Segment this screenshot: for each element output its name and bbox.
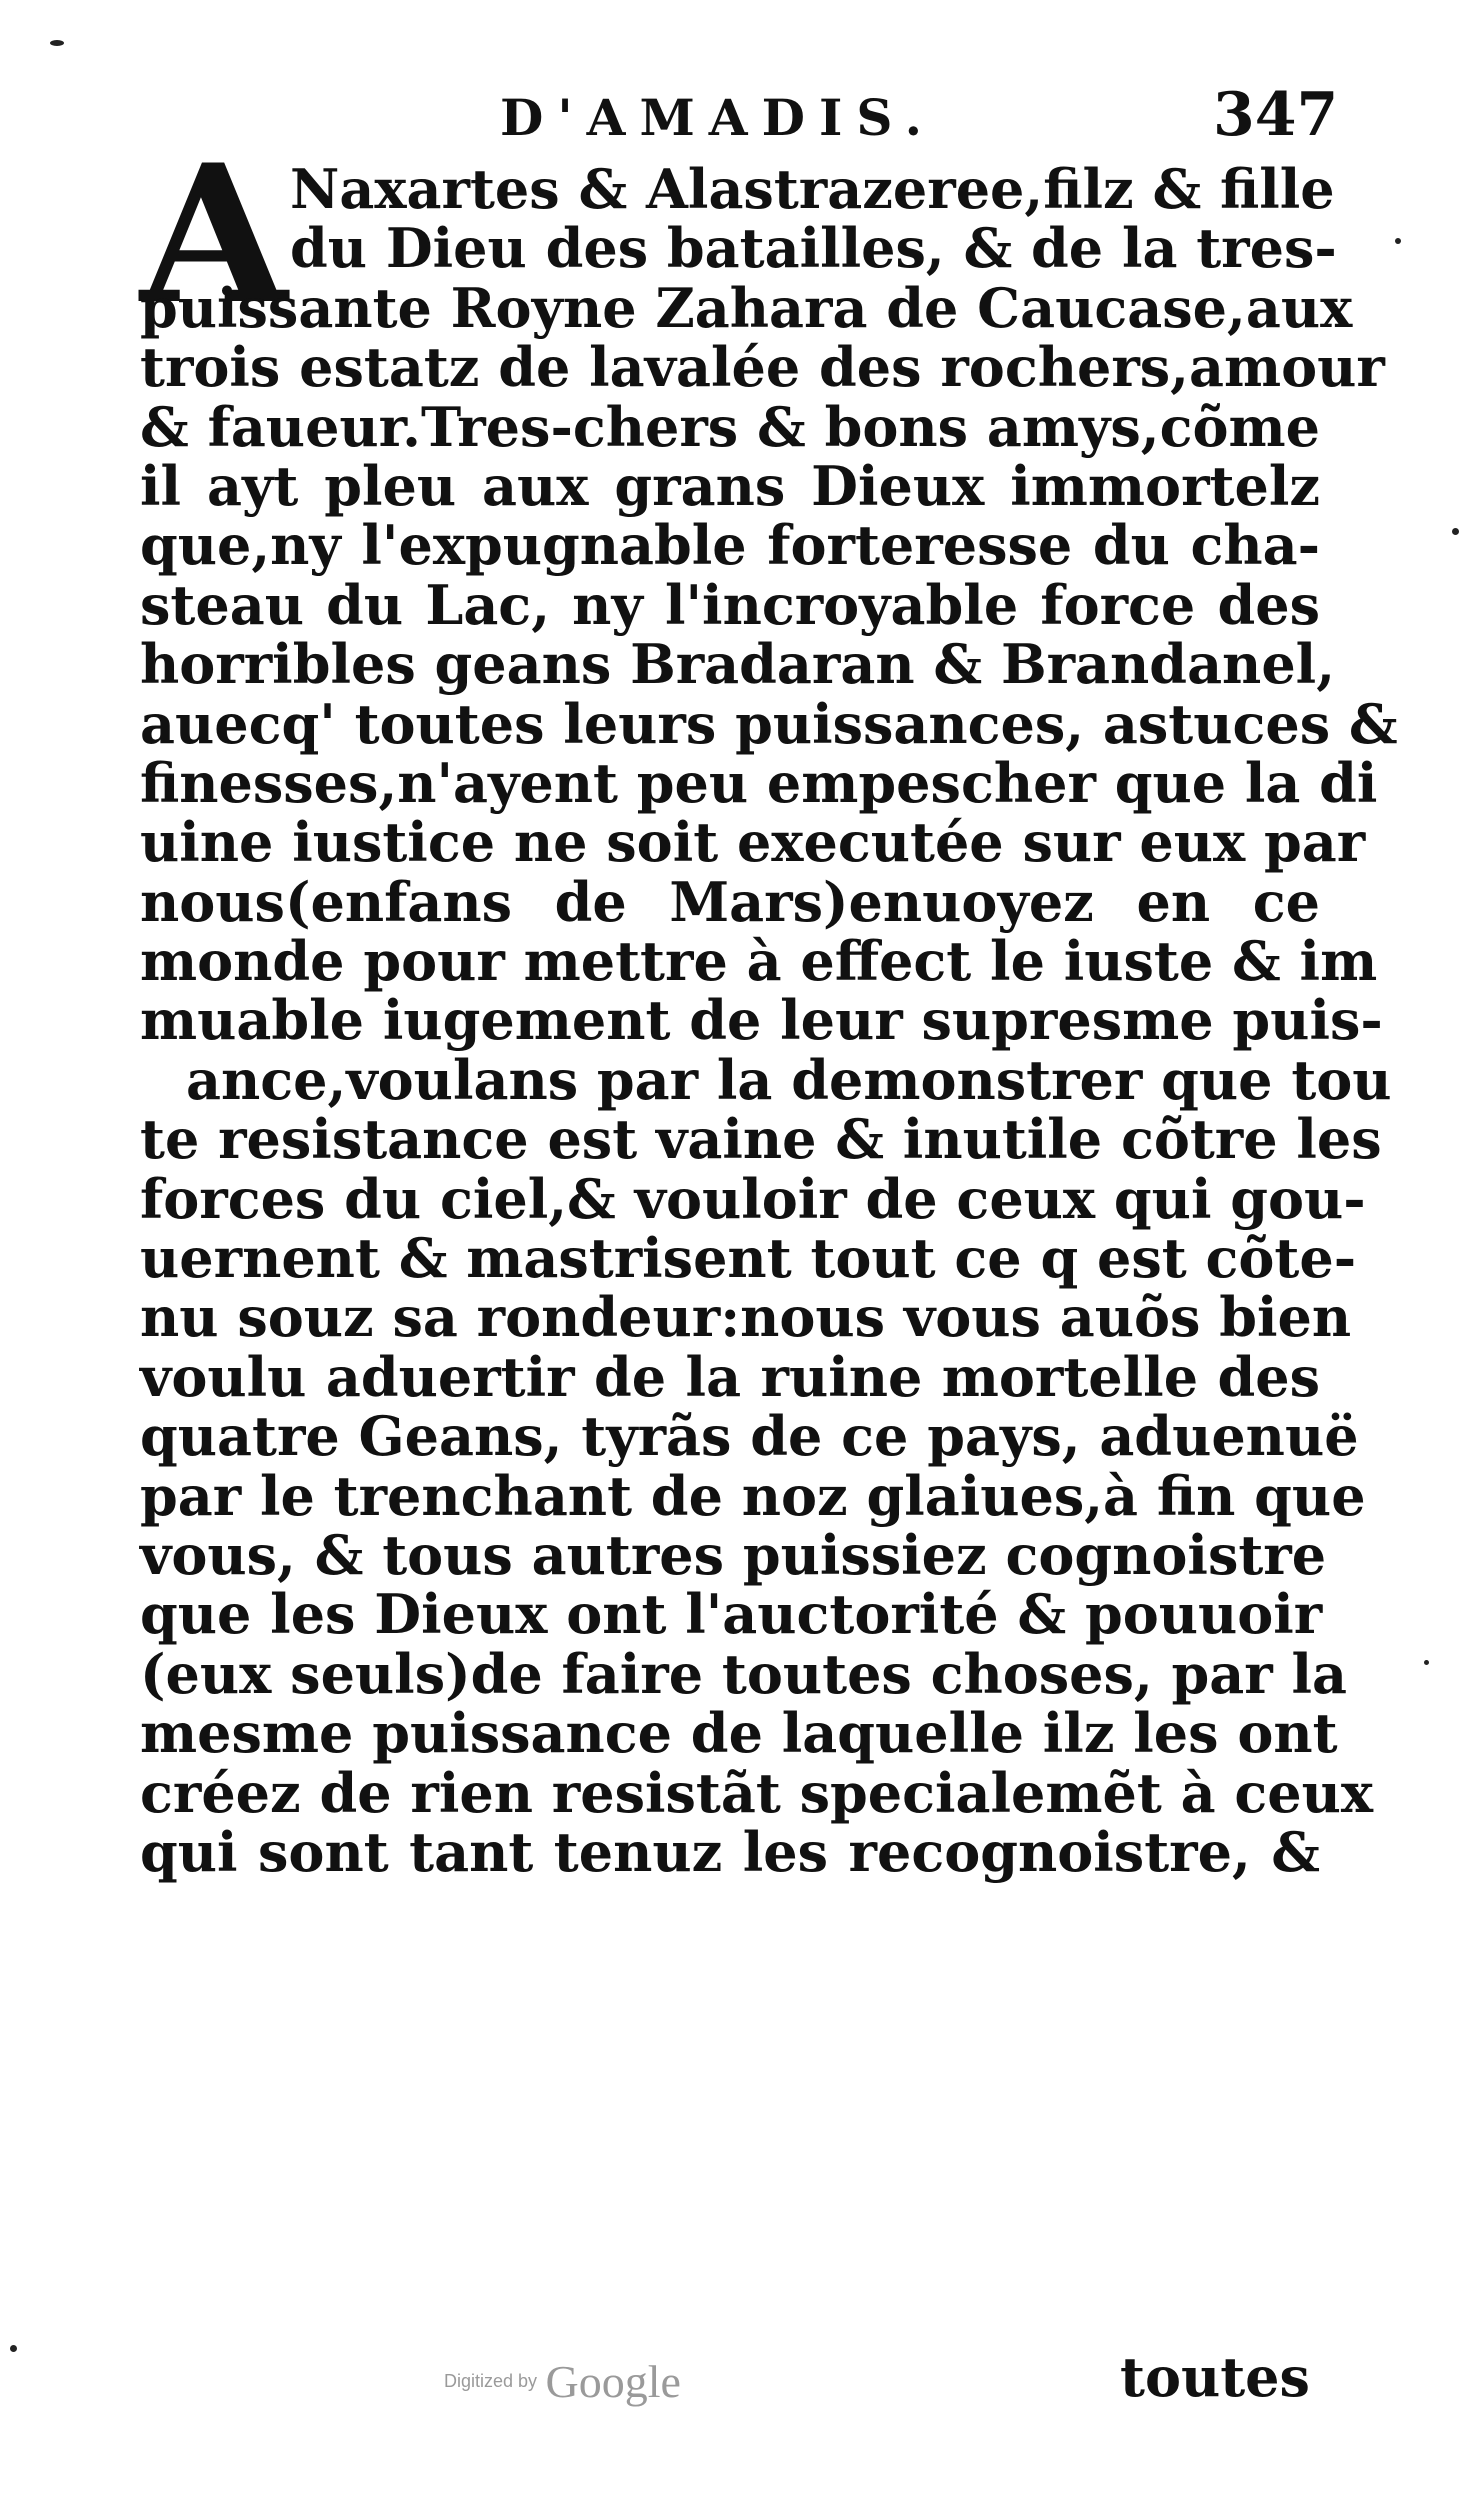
text-line: mesme puissance de laquelle ilz les ont xyxy=(140,1701,1338,1766)
text-line: nu souz sa rondeur:nous vous auõs bien xyxy=(140,1285,1352,1350)
text-line: que,ny l'expugnable forteresse du cha- xyxy=(140,513,1320,578)
text-line: trois estatz de lavalée des rochers,amour xyxy=(140,335,1385,400)
text-line: muable iugement de leur supresme puis- xyxy=(140,988,1383,1053)
text-line: que les Dieux ont l'auctorité & pouuoir xyxy=(140,1582,1323,1647)
text-line: qui sont tant tenuz les recognoistre, & xyxy=(140,1819,1320,1884)
drop-cap-initial: A xyxy=(140,123,288,346)
text-line: ance,voulans par la demonstrer que tou xyxy=(186,1047,1392,1112)
page-number: 347 xyxy=(1213,80,1339,150)
text-line: uine iustice ne soit executée sur eux par xyxy=(140,810,1366,875)
text-line: forces du ciel,& vouloir de ceux qui gou- xyxy=(140,1166,1366,1231)
text-line: steau du Lac, ny l'incroyable force des xyxy=(140,572,1320,637)
catchword: toutes xyxy=(1120,2345,1310,2409)
text-line: du Dieu des batailles, & de la tres- xyxy=(290,216,1337,281)
ink-speck xyxy=(50,40,64,46)
text-line: horribles geans Bradaran & Brandanel, xyxy=(140,632,1335,697)
text-line: par le trenchant de noz glaiues,à fin que xyxy=(140,1463,1366,1528)
text-line: vous, & tous autres puissiez cognoistre xyxy=(140,1522,1327,1587)
text-line: nous(enfans de Mars)enuoyez en ce xyxy=(140,869,1320,934)
text-line: auecq' toutes leurs puissances, astuces & xyxy=(140,691,1398,756)
text-line: créez de rien resistãt specialemẽt à ceux xyxy=(140,1760,1374,1825)
text-line: finesses,n'ayent peu empescher que la di xyxy=(140,750,1378,815)
text-line: (eux seuls)de faire toutes choses, par la xyxy=(140,1641,1348,1706)
digitized-watermark xyxy=(444,2355,681,2408)
ink-speck xyxy=(10,2345,17,2352)
ink-speck xyxy=(1395,238,1401,244)
text-line: voulu aduertir de la ruine mortelle des xyxy=(140,1344,1320,1409)
text-line: & faueur.Tres-chers & bons amys,cõme xyxy=(140,394,1320,459)
ink-speck xyxy=(1424,1660,1429,1665)
text-line: monde pour mettre à effect le iuste & im xyxy=(140,929,1378,994)
text-line: il ayt pleu aux grans Dieux immortelz xyxy=(140,453,1320,518)
text-line: Naxartes & Alastrazeree,filz & fille xyxy=(290,157,1335,221)
ink-speck xyxy=(1452,528,1459,535)
text-line: puissante Royne Zahara de Caucase,aux xyxy=(140,275,1353,340)
body-text xyxy=(140,157,1398,1884)
text-line: te resistance est vaine & inutile cõtre les xyxy=(140,1107,1382,1172)
text-line: quatre Geans, tyrãs de ce pays, aduenuë xyxy=(140,1404,1359,1469)
running-title: D'AMADIS. xyxy=(500,88,937,147)
google-logo: Google xyxy=(545,2356,681,2407)
digitized-by-label: Digitized by xyxy=(444,2371,538,2391)
text-line: uernent & mastrisent tout ce q est cõte- xyxy=(140,1226,1357,1291)
